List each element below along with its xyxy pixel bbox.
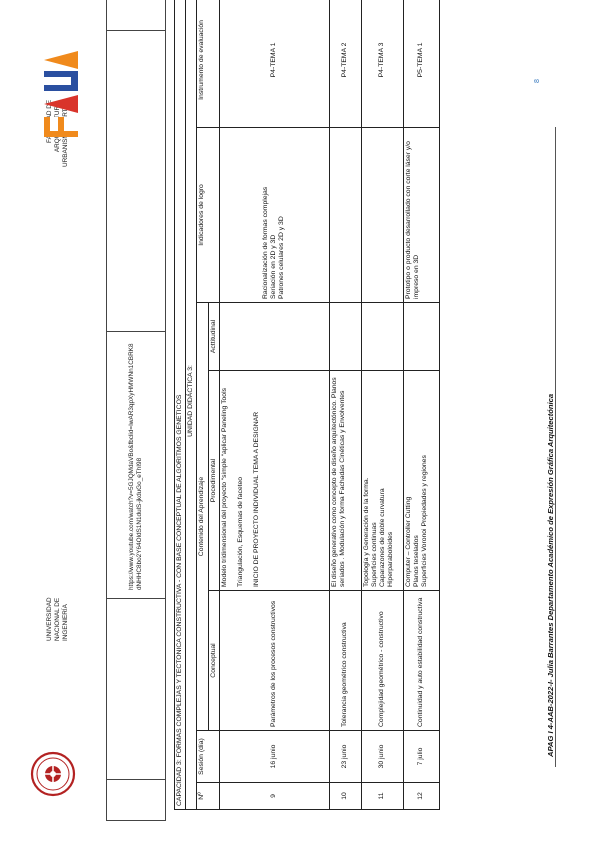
header-cell-empty-4: [107, 0, 166, 31]
svg-text:FAUA: FAUA: [44, 134, 45, 137]
col-header-conceptual: Conceptual: [208, 591, 219, 731]
row-number: 10: [329, 783, 361, 810]
col-header-procedimental: Procedimental: [208, 371, 219, 591]
row-indicators: [361, 128, 403, 303]
row-instrument: P5-TEMA 1: [403, 0, 439, 128]
row-indicators: Racionalización de formas complejas Seriación en 2D y 3D Patrones celulares 2D y 3D: [219, 128, 329, 303]
row-session: 7 julio: [403, 731, 439, 783]
row-instrument: P4-TEMA 3: [361, 0, 403, 128]
row-session: 23 junio: [329, 731, 361, 783]
course-table-wrap: [174, 0, 519, 810]
col-header-indicators: Indicadores de logro: [197, 128, 219, 303]
col-header-content: Contenido del Aprendizaje: [197, 303, 208, 731]
capacity-title: CAPACIDAD 3: FORMAS COMPLEJAS Y TECTONICA CONSTRUCTIVA - CON BASE CONCEPTUAL DE ALGORITMOS GENETICOS: [175, 0, 186, 810]
row-instrument: P4-TEMA 2: [329, 0, 361, 128]
course-table: [174, 0, 440, 810]
row-actitudinal: [219, 303, 329, 371]
row-number: 12: [403, 783, 439, 810]
uni-name: UNIVERSIDAD NACIONAL DE INGENIERÍA: [46, 597, 69, 641]
footer-line: [555, 127, 556, 767]
row-number: 9: [219, 783, 329, 810]
uni-logo-block: [30, 717, 76, 797]
row-procedimental: Modelo tridimensional del proyecto “simple “aplicar Paneling Tools Triangulación, Esquemas de faceteo INICIO DE PROYECTO INDIVIDUAL TEMA A DESIGNAR: [219, 371, 329, 591]
row-number: 11: [361, 783, 403, 810]
row-session: 16 junio: [219, 731, 329, 783]
row-actitudinal: [329, 303, 361, 371]
page-number: 8: [532, 79, 541, 83]
row-instrument: P4-TEMA 1: [219, 0, 329, 128]
table-row: [403, 0, 439, 810]
col-header-n: Nº: [197, 783, 219, 810]
row-indicators: Prototipo o producto desarrollado con corte láser y/o impreso en 3D: [403, 128, 439, 303]
uni-seal-icon: [30, 751, 76, 797]
header-cell-empty-1: [107, 780, 166, 821]
row-actitudinal: [403, 303, 439, 371]
header-cell-empty-2: [107, 599, 166, 780]
row-session: 30 junio: [361, 731, 403, 783]
table-row: [361, 0, 403, 810]
row-procedimental: El diseño generativo como concepto de diseño arquitectónico. Planos seriados . Modulación y forma Fachadas Cinéticas y Envolventes: [329, 371, 361, 591]
table-row: [329, 0, 361, 810]
table-row: [219, 0, 329, 810]
header-table: [106, 0, 166, 821]
col-header-session: Sesión (día): [197, 731, 219, 783]
faua-logo-icon: [44, 47, 78, 137]
row-conceptual: Parámetros de los procesos constructivos: [219, 591, 329, 731]
row-conceptual: Continuidad y auto estabilidad constructiva: [403, 591, 439, 731]
row-conceptual: Complejidad geométrico - constructivo: [361, 591, 403, 731]
unit-title: UNIDAD DIDÁCTICA 3:: [186, 0, 197, 810]
footer-text: APAG I 4-AAB-2022-I- Julia Barrantes Departamento Académico de Expresión Gráfica Arquitectónica: [546, 393, 555, 757]
row-procedimental: Computer – Controller Cutting Planos teselados Superficies Voronoi Propiedades y regiones: [403, 371, 439, 591]
row-indicators: [329, 128, 361, 303]
header-cell-empty-3: [107, 31, 166, 332]
row-procedimental: Topología y Generación de la forma. Superficies continuas Caparazones de doble curvatura Hiperparaboloides: [361, 371, 403, 591]
row-actitudinal: [361, 303, 403, 371]
col-header-instrument: Instrumento de evaluación: [197, 0, 219, 128]
col-header-actitudinal: Acttitudinal: [208, 303, 219, 371]
row-conceptual: Tolerancia geométrico constructiva: [329, 591, 361, 731]
video-link[interactable]: https://www.youtube.com/watch?v=5GJQMdaVBo&fbclid=IwAR3qpXyHMWNn1CBRK8dNHHC8bo2Y64OldS1N1dulS-jkduGo_eThI98: [107, 332, 166, 599]
